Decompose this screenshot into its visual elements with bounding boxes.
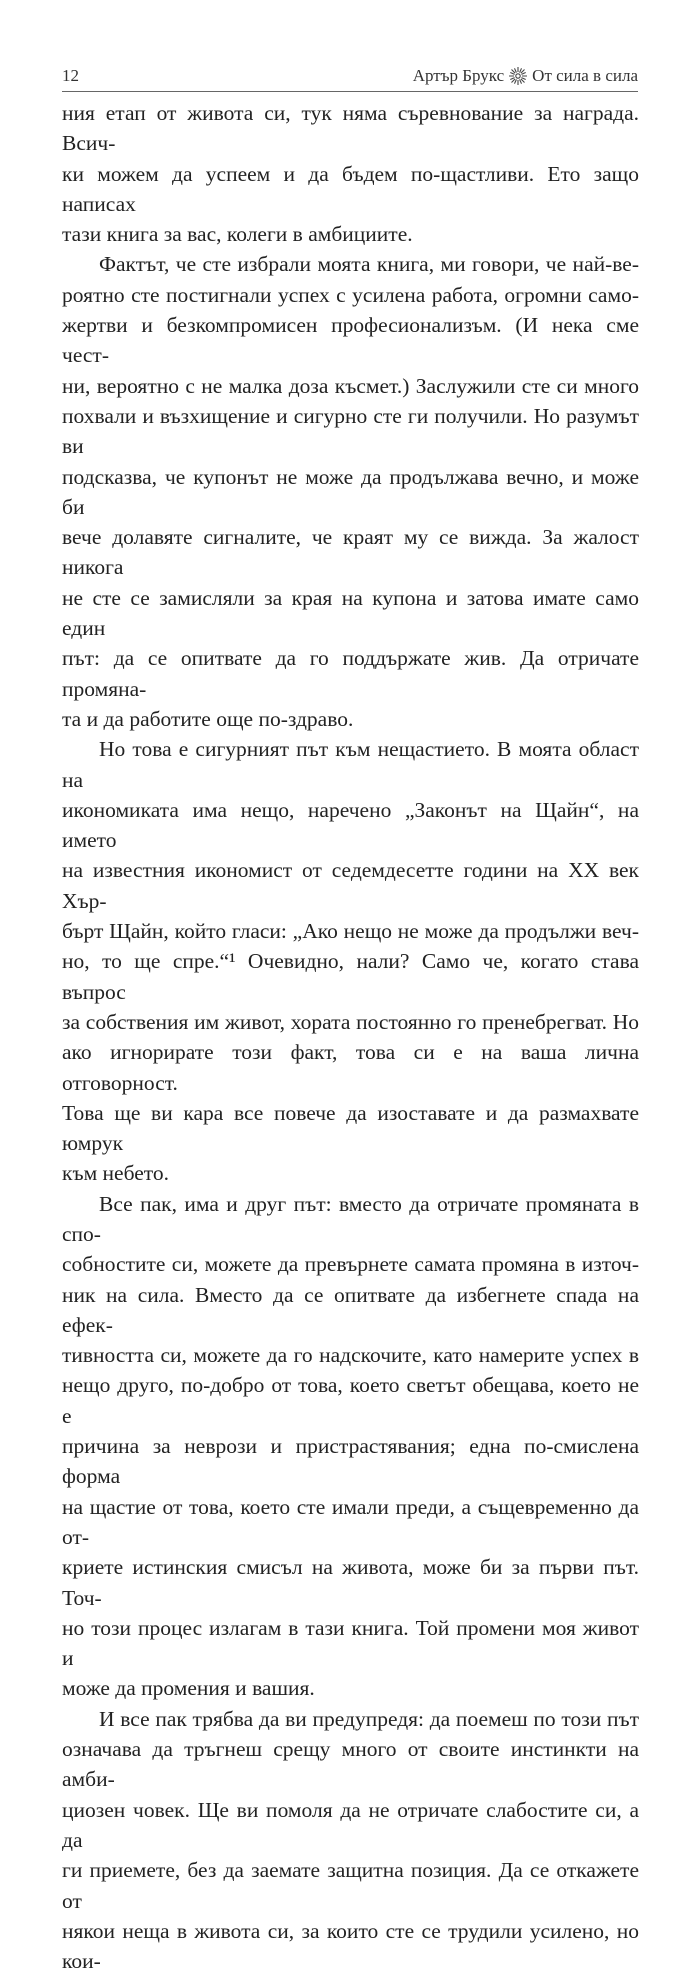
running-title <box>413 66 638 86</box>
text-line: ако игнорирате този факт, това си е на ваша лична отговорност. <box>62 1040 639 1095</box>
floral-ornament-icon <box>508 66 528 86</box>
text-line: тивността си, можете да го надскочите, като намерите успех в <box>62 1343 639 1368</box>
text-line: криете истинския смисъл на живота, може би за първи път. Точ- <box>62 1555 639 1610</box>
text-line: та и да работите още по-здраво. <box>62 706 354 731</box>
text-line: похвали и възхищение и сигурно сте ги получили. Но разумът ви <box>62 403 639 459</box>
text-line: означава да тръгнеш срещу много от своите инстинкти на амби- <box>62 1737 639 1792</box>
text-line: на известния икономист от седемдесетте години на XX век Хър- <box>62 858 639 913</box>
text-line: причина за неврози и пристрастявания; една по-смислена форма <box>62 1434 639 1489</box>
text-line: Но това е сигурният път към нещастието. В моята област на <box>62 737 639 792</box>
text-line: собностите си, можете да превърнете самата промяна в източ- <box>62 1252 639 1277</box>
text-line: жертви и безкомпромисен професионализъм. (И нека сме чест- <box>62 313 639 368</box>
text-line: тази книга за вас, колеги в амбициите. <box>62 222 413 247</box>
text-line: подсказва, че купонът не може да продължава вечно, и може би <box>62 464 639 519</box>
author-name: Артър Брукс <box>412 66 505 85</box>
text-line: някои неща в живота си, за които сте се трудили усилено, но кои- <box>62 1918 639 1974</box>
text-line: ки можем да успеем и да бъдем по-щастливи. Ето защо написах <box>62 161 639 216</box>
text-line: ник на сила. Вместо да се опитвате да избегнете спада на ефек- <box>62 1282 639 1337</box>
text-line: но, то ще спре.“¹ Очевидно, нали? Само че, когато става въпрос <box>62 949 639 1004</box>
body-text <box>62 98 639 1976</box>
text-line: роятно сте постигнали успех с усилена работа, огромни само- <box>62 282 639 307</box>
text-line: за собствения им живот, хората постоянно го пренебрегват. Но <box>62 1009 639 1034</box>
text-line: бърт Щайн, който гласи: „Ако нещо не може да продължи веч- <box>62 919 639 944</box>
text-line: икономиката има нещо, наречено „Законът на Щайн“, на името <box>62 797 639 853</box>
running-header <box>62 64 638 86</box>
text-line: не сте се замисляли за края на купона и затова имате само един <box>62 585 639 641</box>
text-line: може да промения и вашия. <box>62 1676 315 1701</box>
text-line: И все пак трябва да ви предупредя: да поемеш по този път <box>99 1706 639 1731</box>
text-line: ни, вероятно с не малка доза късмет.) Заслужили сте си много <box>62 373 639 398</box>
text-line: на щастие от това, което сте имали преди, а същевременно да от- <box>62 1494 639 1549</box>
page-number: 12 <box>62 66 79 85</box>
book-title: От сила в сила <box>532 66 638 85</box>
text-line: Това ще ви кара все повече да изоставате и да размахвате юмрук <box>62 1100 639 1156</box>
text-line: но този процес излагам в тази книга. Той промени моя живот и <box>62 1615 639 1671</box>
text-line: Все пак, има и друг път: вместо да отричате промяната в спо- <box>62 1191 639 1246</box>
text-line: път: да се опитвате да го поддържате жив. Да отричате промяна- <box>62 646 639 701</box>
text-line: циозен човек. Ще ви помоля да не отричате слабостите си, а да <box>62 1797 639 1852</box>
text-line: ги приемете, без да заемате защитна позиция. Да се откажете от <box>62 1858 639 1913</box>
text-line: ния етап от живота си, тук няма съревнование за награда. Всич- <box>62 101 639 156</box>
header-rule <box>62 91 638 92</box>
text-line: нещо друго, по-добро от това, което светът обещава, което не е <box>62 1373 639 1428</box>
text-line: към небето. <box>62 1161 170 1186</box>
text-line: Фактът, че сте избрали моята книга, ми говори, че най-ве- <box>99 252 639 277</box>
text-line: вече долавяте сигналите, че краят му се вижда. За жалост никога <box>62 525 639 580</box>
